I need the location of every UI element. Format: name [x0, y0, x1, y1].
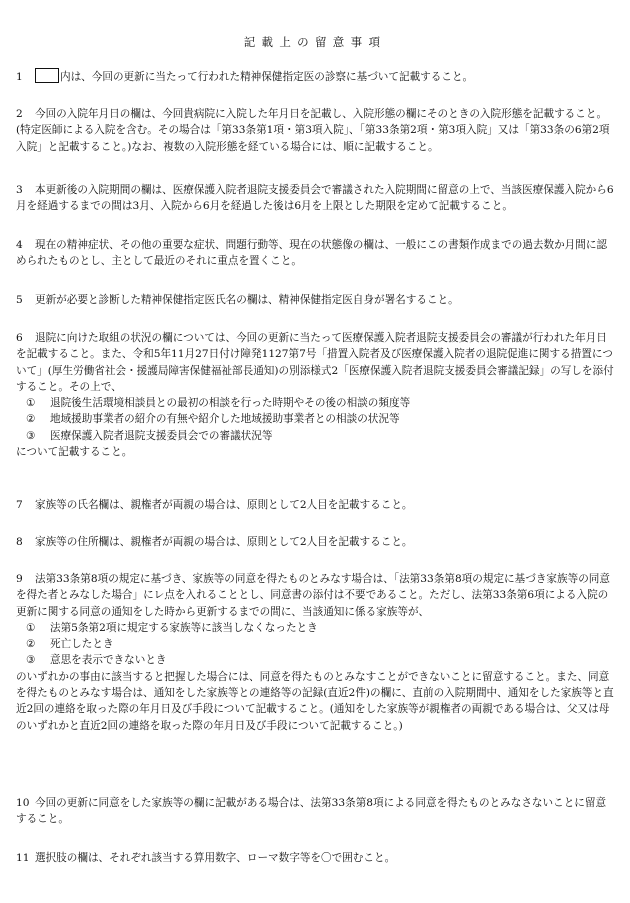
item-text: 家族等の氏名欄は、親権者が両親の場合は、原則として2人目を記載すること。	[35, 499, 413, 511]
note-item-3	[16, 182, 616, 215]
sub-item-text: 法第5条第2項に規定する家族等に該当しなくなったとき	[50, 621, 318, 634]
sub-item-mark: ②	[26, 638, 36, 651]
sub-item-mark: ②	[26, 413, 36, 426]
note-item-10	[16, 795, 616, 828]
item-closing-text: のいずれかの事由に該当すると把握した場合には、同意を得たものとみなすことができないことに留意すること。また、同意を得たものとみなす場合は、通知をした家族等との連絡等の記録(直近2件)の欄に、直前の入院期間中、通知をした家族等と直近2回の連絡を取った際の年月日及び手段について記載すること。(通知をした家族等が親権者の両親である場合は、父又は母のいずれかと直近2回の連絡を取った際の年月日及び手段について記載すること。)	[16, 670, 614, 732]
item-number: 10	[16, 797, 30, 809]
sub-item-text: 死亡したとき	[50, 638, 114, 651]
item-number: 6	[16, 332, 23, 344]
item-text: 内は、今回の更新に当たって行われた精神保健指定医の診察に基づいて記載すること。	[60, 71, 474, 83]
item-number: 8	[16, 536, 23, 548]
note-item-11	[16, 850, 616, 866]
sub-item	[16, 395, 616, 411]
note-item-6	[16, 330, 616, 460]
blank-box	[35, 68, 59, 83]
note-item-8	[16, 534, 616, 550]
item-number: 7	[16, 499, 23, 511]
item-number: 1	[16, 71, 23, 83]
note-item-9	[16, 571, 616, 734]
sub-item-text: 医療保護入院者退院支援委員会での審議状況等	[50, 429, 273, 442]
item-number: 11	[16, 852, 30, 864]
item-number: 4	[16, 239, 23, 251]
sub-item	[16, 636, 616, 652]
sub-item-mark: ③	[26, 429, 36, 442]
item-closing-text: について記載すること。	[16, 446, 133, 459]
note-item-1	[16, 68, 616, 85]
item-text: 今回の入院年月日の欄は、今回貴病院に入院した年月日を記載し、入院形態の欄にそのときの入院形態を記載すること。(特定医師による入院を含む。その場合は「第33条第1項・第3項入院」、「第33条第2項・第3項入院」又は「第33条の6第2項入院」と記載すること。)なお、複数の入院形態を経ている場合には、順に記載すること。	[16, 108, 610, 153]
sub-item	[16, 411, 616, 427]
item-text: 本更新後の入院期間の欄は、医療保護入院者退院支援委員会で審議された入院期間に留意の上で、当該医療保護入院から6月を経過するまでの間は3月、入院から6月を経過した後は6月を上限とした期限を定めて記載すること。	[16, 184, 614, 213]
sub-item	[16, 620, 616, 636]
item-text: 選択肢の欄は、それぞれ該当する算用数字、ローマ数字等を〇で囲むこと。	[35, 852, 396, 864]
sub-item	[16, 428, 616, 444]
sub-item-mark: ③	[26, 654, 36, 667]
item-text: 退院に向けた取組の状況の欄については、今回の更新に当たって医療保護入院者退院支援委員会の審議が行われた年月日を記載すること。また、令和5年11月27日付け障発1127第7号「措置入院者及び医療保護入院者の退院促進に関する措置について」(厚生労働省社会・援護局障害保健福祉部長通知)の別添様式2「医療保護入院者退院支援委員会審議記録」の写しを添付すること。その上で、	[16, 332, 614, 393]
note-item-4	[16, 237, 616, 270]
note-item-2	[16, 106, 616, 155]
sub-item-mark: ①	[26, 621, 36, 634]
item-number: 3	[16, 184, 23, 196]
item-number: 9	[16, 573, 23, 585]
note-item-5	[16, 292, 616, 308]
sub-item-text: 意思を表示できないとき	[50, 654, 167, 667]
item-text: 今回の更新に同意をした家族等の欄に記載がある場合は、法第33条第8項による同意を得たものとみなさないことに留意すること。	[16, 797, 607, 826]
sub-item	[16, 652, 616, 668]
item-text: 現在の精神症状、その他の重要な症状、問題行動等、現在の状態像の欄は、一般にこの書類作成までの過去数か月間に認められたものとし、主として最近のそれに重点を置くこと。	[16, 239, 608, 268]
sub-item-text: 地域援助事業者の紹介の有無や紹介した地域援助事業者との相談の状況等	[50, 413, 400, 426]
note-item-7	[16, 497, 616, 513]
item-text: 家族等の住所欄は、親権者が両親の場合は、原則として2人目を記載すること。	[35, 536, 413, 548]
item-text: 法第33条第8項の規定に基づき、家族等の同意を得たものとみなす場合は、「法第33条第8項の規定に基づき家族等の同意を得た者とみなした場合」にレ点を入れることとし、同意書の添付は不要であること。ただし、法第33条第6項による入院の更新に関する同意の通知をした時から更新するまでの間に、当該通知に係る家族等が、	[16, 573, 610, 618]
item-number: 5	[16, 294, 23, 306]
item-text: 更新が必要と診断した精神保健指定医氏名の欄は、精神保健指定医自身が署名すること。	[35, 294, 459, 306]
sub-item-mark: ①	[26, 397, 36, 410]
page-title: 記載上の留意事項	[243, 35, 387, 49]
item-number: 2	[16, 108, 23, 120]
sub-item-text: 退院後生活環境相談員との最初の相談を行った時期やその後の相談の頻度等	[50, 397, 411, 410]
